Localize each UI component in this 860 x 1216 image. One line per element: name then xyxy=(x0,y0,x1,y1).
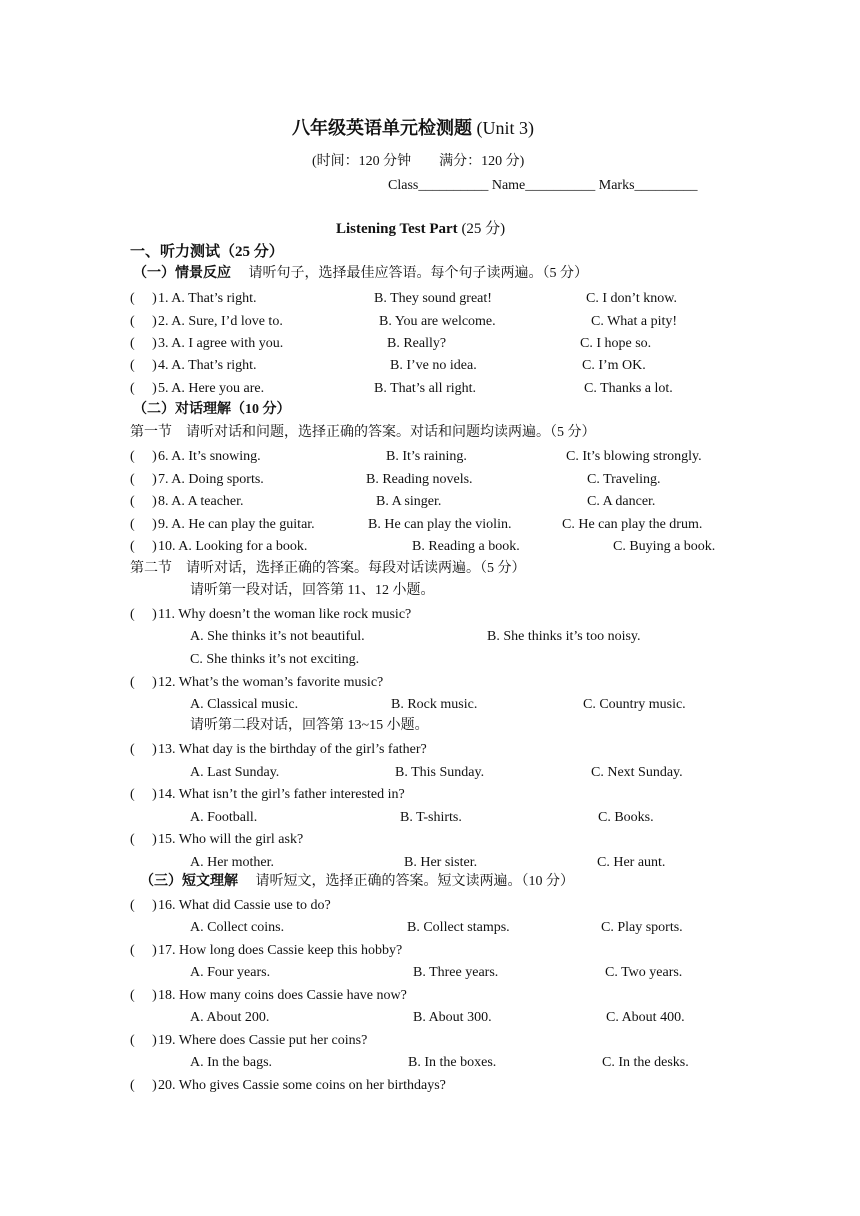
answer-blank: ( ) xyxy=(130,291,157,306)
answer-blank: ( ) xyxy=(130,517,157,532)
option-c: C. About 400. xyxy=(606,1010,685,1025)
question-12 xyxy=(130,674,383,692)
answer-blank: ( ) xyxy=(130,787,157,802)
question-stem: 18. How many coins does Cassie have now? xyxy=(158,988,407,1003)
question-18 xyxy=(130,987,407,1005)
question-1 xyxy=(130,290,257,308)
page-title xyxy=(292,117,534,139)
question-stem: 5. A. Here you are. xyxy=(158,381,265,396)
question-stem: 16. What did Cassie use to do? xyxy=(158,898,331,913)
part-3-instruction: 请听短文，选择正确的答案。短文读两遍。（10 分） xyxy=(255,874,574,889)
question-stem: 4. A. That’s right. xyxy=(158,358,257,373)
question-5 xyxy=(130,380,264,398)
option-c: C. Buying a book. xyxy=(613,539,716,554)
option-c: C. Traveling. xyxy=(587,472,661,487)
question-10 xyxy=(130,538,307,556)
option-a: A. About 200. xyxy=(190,1010,270,1025)
question-13 xyxy=(130,741,427,759)
question-7 xyxy=(130,471,264,489)
option-a: A. She thinks it’s not beautiful. xyxy=(190,629,365,644)
option-b: B. In the boxes. xyxy=(408,1055,497,1070)
question-stem: 13. What day is the birthday of the girl’s father? xyxy=(158,742,427,757)
listening-title-bold: Listening Test Part xyxy=(336,221,458,237)
option-b: B. Reading a book. xyxy=(412,539,520,554)
option-a: A. Football. xyxy=(190,810,258,825)
option-b: B. He can play the violin. xyxy=(368,517,512,532)
part-2-heading xyxy=(133,401,291,419)
question-stem: 20. Who gives Cassie some coins on her birthdays? xyxy=(158,1078,446,1093)
answer-blank: ( ) xyxy=(130,832,157,847)
question-stem: 8. A. A teacher. xyxy=(158,494,244,509)
answer-blank: ( ) xyxy=(130,494,157,509)
answer-blank: ( ) xyxy=(130,449,157,464)
option-c: C. She thinks it’s not exciting. xyxy=(190,652,360,667)
option-c: C. Thanks a lot. xyxy=(584,381,673,396)
question-6 xyxy=(130,448,261,466)
question-11 xyxy=(130,606,411,624)
listening-title-score: (25 分) xyxy=(461,221,506,237)
option-c: C. He can play the drum. xyxy=(562,517,703,532)
sub-section-2: 第二节 请听对话，选择正确的答案。每段对话读两遍。（5 分） xyxy=(130,561,526,576)
part-2-label: （二）对话理解（10 分） xyxy=(133,402,291,417)
question-stem: 14. What isn’t the girl’s father interested in? xyxy=(158,787,405,802)
option-c: C. I don’t know. xyxy=(586,291,677,306)
option-a: A. In the bags. xyxy=(190,1055,273,1070)
answer-blank: ( ) xyxy=(130,336,157,351)
question-3 xyxy=(130,335,283,353)
question-4 xyxy=(130,357,257,375)
part-3-heading xyxy=(140,873,574,891)
question-stem: 7. A. Doing sports. xyxy=(158,472,264,487)
option-a: A. Classical music. xyxy=(190,697,299,712)
option-c: C. What a pity! xyxy=(591,314,678,329)
option-a: A. Her mother. xyxy=(190,855,274,870)
option-c: C. I hope so. xyxy=(580,336,652,351)
option-b: B. You are welcome. xyxy=(379,314,496,329)
question-stem: 12. What’s the woman’s favorite music? xyxy=(158,675,384,690)
answer-blank: ( ) xyxy=(130,1033,157,1048)
question-16 xyxy=(130,897,331,915)
student-fields: Class__________ Name__________ Marks_________ xyxy=(388,178,698,193)
option-b: B. I’ve no idea. xyxy=(390,358,477,373)
option-b: B. Rock music. xyxy=(391,697,478,712)
option-c: C. Country music. xyxy=(583,697,686,712)
option-c: C. Two years. xyxy=(605,965,683,980)
option-b: B. T-shirts. xyxy=(400,810,462,825)
part-1-instruction: 请听句子，选择最佳应答语。每个句子读两遍。（5 分） xyxy=(248,266,588,281)
option-b: B. She thinks it’s too noisy. xyxy=(487,629,641,644)
title-unit: (Unit 3) xyxy=(476,118,534,138)
answer-blank: ( ) xyxy=(130,988,157,1003)
question-17 xyxy=(130,942,402,960)
question-stem: 6. A. It’s snowing. xyxy=(158,449,261,464)
sub-section-1: 第一节 请听对话和问题，选择正确的答案。对话和问题均读两遍。（5 分） xyxy=(130,425,596,440)
question-8 xyxy=(130,493,244,511)
question-stem: 19. Where does Cassie put her coins? xyxy=(158,1033,368,1048)
question-14 xyxy=(130,786,405,804)
part-1-heading xyxy=(133,265,588,283)
answer-blank: ( ) xyxy=(130,539,157,554)
question-stem: 11. Why doesn’t the woman like rock music? xyxy=(158,607,412,622)
answer-blank: ( ) xyxy=(130,742,157,757)
question-stem: 9. A. He can play the guitar. xyxy=(158,517,315,532)
answer-blank: ( ) xyxy=(130,1078,157,1093)
option-b: B. Three years. xyxy=(413,965,499,980)
answer-blank: ( ) xyxy=(130,472,157,487)
option-b: B. They sound great! xyxy=(374,291,492,306)
option-c: C. I’m OK. xyxy=(582,358,646,373)
question-stem: 15. Who will the girl ask? xyxy=(158,832,304,847)
option-b: B. Reading novels. xyxy=(366,472,473,487)
part-1-label: （一）情景反应 xyxy=(133,266,231,281)
title-main: 八年级英语单元检测题 xyxy=(292,118,472,138)
question-stem: 17. How long does Cassie keep this hobby? xyxy=(158,943,403,958)
option-b: B. Collect stamps. xyxy=(407,920,510,935)
option-a: A. Last Sunday. xyxy=(190,765,280,780)
option-c: C. A dancer. xyxy=(587,494,656,509)
question-15 xyxy=(130,831,303,849)
option-b: B. This Sunday. xyxy=(395,765,485,780)
option-b: B. A singer. xyxy=(376,494,442,509)
option-c: C. It’s blowing strongly. xyxy=(566,449,702,464)
question-9 xyxy=(130,516,315,534)
question-2 xyxy=(130,313,283,331)
dialog-1-note: 请听第一段对话，回答第 11、12 小题。 xyxy=(190,583,435,598)
answer-blank: ( ) xyxy=(130,314,157,329)
answer-blank: ( ) xyxy=(130,381,157,396)
dialog-2-note: 请听第二段对话，回答第 13~15 小题。 xyxy=(190,718,429,733)
option-c: C. In the desks. xyxy=(602,1055,689,1070)
option-c: C. Her aunt. xyxy=(597,855,666,870)
question-stem: 3. A. I agree with you. xyxy=(158,336,284,351)
section-1-heading: 一、听力测试（25 分） xyxy=(130,244,284,260)
answer-blank: ( ) xyxy=(130,607,157,622)
answer-blank: ( ) xyxy=(130,358,157,373)
option-c: C. Books. xyxy=(598,810,654,825)
answer-blank: ( ) xyxy=(130,943,157,958)
option-b: B. Really? xyxy=(387,336,447,351)
answer-blank: ( ) xyxy=(130,898,157,913)
part-3-label: （三）短文理解 xyxy=(140,874,238,889)
listening-title xyxy=(336,220,505,238)
option-b: B. That’s all right. xyxy=(374,381,477,396)
option-b: B. About 300. xyxy=(413,1010,492,1025)
option-c: C. Play sports. xyxy=(601,920,683,935)
question-stem: 1. A. That’s right. xyxy=(158,291,257,306)
option-b: B. Her sister. xyxy=(404,855,478,870)
question-stem: 10. A. Looking for a book. xyxy=(158,539,308,554)
time-info: (时间：120 分钟 满分：120 分) xyxy=(312,154,525,169)
option-c: C. Next Sunday. xyxy=(591,765,683,780)
answer-blank: ( ) xyxy=(130,675,157,690)
question-20 xyxy=(130,1077,446,1095)
question-19 xyxy=(130,1032,367,1050)
option-a: A. Four years. xyxy=(190,965,271,980)
question-stem: 2. A. Sure, I’d love to. xyxy=(158,314,283,329)
option-b: B. It’s raining. xyxy=(386,449,467,464)
option-a: A. Collect coins. xyxy=(190,920,285,935)
